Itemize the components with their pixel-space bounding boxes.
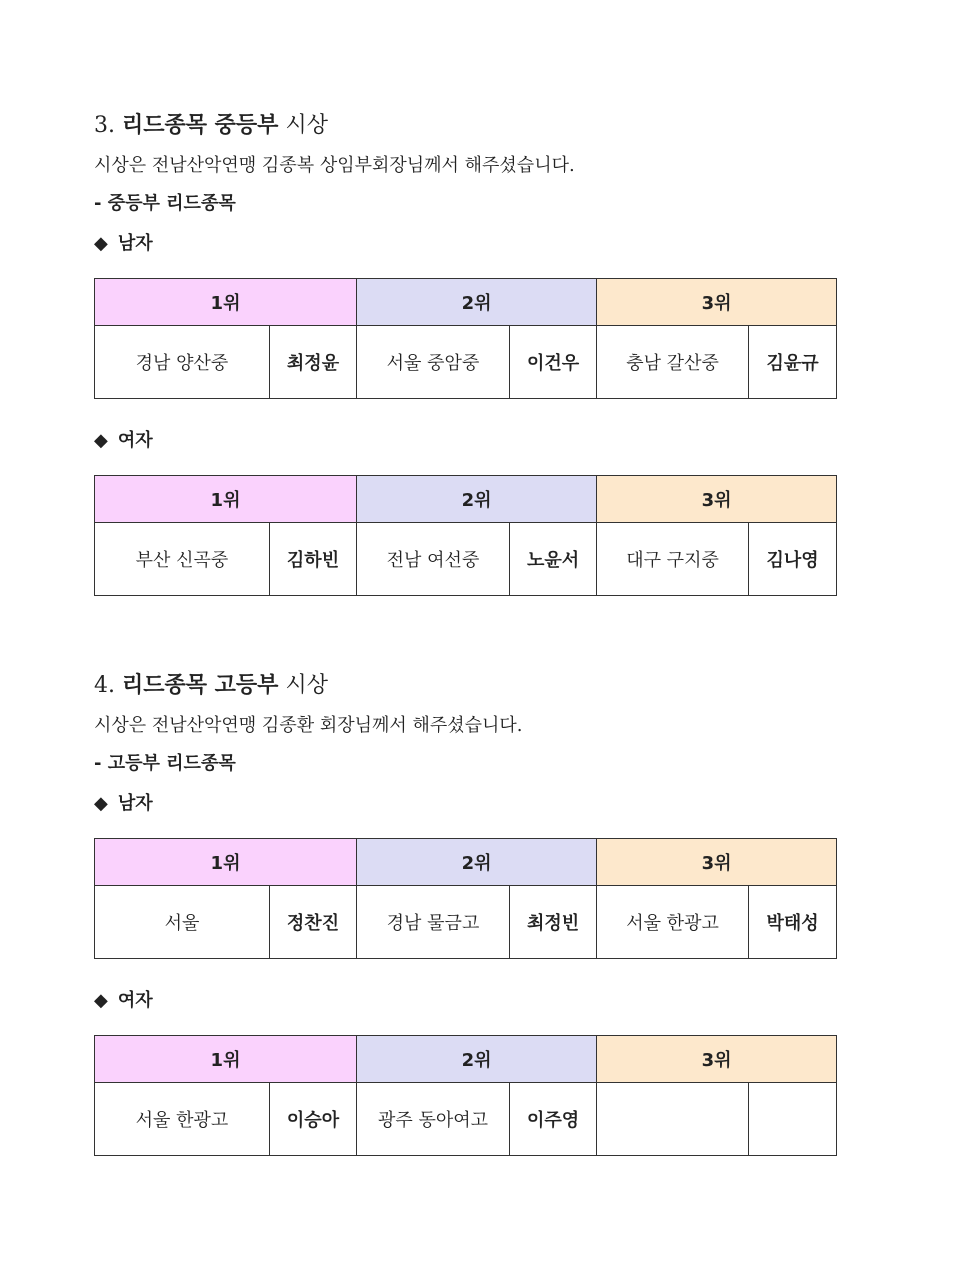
rank-1-name: 최정윤 [270,326,357,399]
group-heading-male [94,790,844,818]
section-title [94,670,844,702]
group-label: 남자 [117,793,153,814]
rank-3-name [749,1083,837,1156]
group-heading-female [94,427,844,455]
rank-3-header: 3위 [597,476,837,523]
section-title-rest: 시상 [285,113,328,138]
section-number: 4. [94,673,115,698]
section-title [94,110,844,142]
rank-2-school: 광주 동아여고 [357,1083,510,1156]
rank-3-header: 3위 [597,279,837,326]
diamond-bullet-icon: ◆ [94,793,108,814]
group-heading-female [94,987,844,1015]
group-label: 여자 [117,430,153,451]
rank-2-name: 이건우 [510,326,597,399]
section-high-school-lead [94,670,844,1156]
section-title-bold: 리드종목 중등부 [122,113,279,138]
rank-2-name: 노윤서 [510,523,597,596]
section-title-rest: 시상 [285,673,328,698]
award-table-female [94,475,837,596]
rank-3-name: 박태성 [749,886,837,959]
rank-3-name: 김나영 [749,523,837,596]
section-middle-school-lead [94,110,844,596]
award-table-female [94,1035,837,1156]
rank-1-header: 1위 [95,476,357,523]
section-description: 시상은 전남산악연맹 김종복 상임부회장님께서 해주셨습니다. [94,155,575,176]
diamond-bullet-icon: ◆ [94,990,108,1011]
section-number: 3. [94,113,115,138]
rank-3-school: 충남 갈산중 [597,326,749,399]
rank-2-header: 2위 [357,1036,597,1083]
rank-2-name: 이주영 [510,1083,597,1156]
award-table-male [94,278,837,399]
rank-1-header: 1위 [95,839,357,886]
rank-1-school: 서울 한광고 [95,1083,270,1156]
section-title-bold: 리드종목 고등부 [122,673,279,698]
rank-1-name: 정찬진 [270,886,357,959]
rank-3-header: 3위 [597,1036,837,1083]
section-subheading: - 고등부 리드종목 [94,753,236,774]
rank-3-name: 김윤규 [749,326,837,399]
rank-2-school: 경남 물금고 [357,886,510,959]
section-description: 시상은 전남산악연맹 김종환 회장님께서 해주셨습니다. [94,715,523,736]
rank-3-school: 서울 한광고 [597,886,749,959]
rank-1-name: 이승아 [270,1083,357,1156]
rank-1-school: 부산 신곡중 [95,523,270,596]
group-heading-male [94,230,844,258]
group-label: 남자 [117,233,153,254]
rank-1-name: 김하빈 [270,523,357,596]
rank-2-name: 최정빈 [510,886,597,959]
rank-1-header: 1위 [95,1036,357,1083]
rank-3-school [597,1083,749,1156]
diamond-bullet-icon: ◆ [94,233,108,254]
diamond-bullet-icon: ◆ [94,430,108,451]
rank-3-school: 대구 구지중 [597,523,749,596]
section-subheading: - 중등부 리드종목 [94,193,236,214]
group-label: 여자 [117,990,153,1011]
rank-2-school: 전남 여선중 [357,523,510,596]
rank-2-header: 2위 [357,279,597,326]
rank-2-header: 2위 [357,839,597,886]
rank-2-header: 2위 [357,476,597,523]
rank-1-school: 경남 양산중 [95,326,270,399]
award-table-male [94,838,837,959]
rank-1-header: 1위 [95,279,357,326]
rank-1-school: 서울 [95,886,270,959]
rank-3-header: 3위 [597,839,837,886]
rank-2-school: 서울 중암중 [357,326,510,399]
